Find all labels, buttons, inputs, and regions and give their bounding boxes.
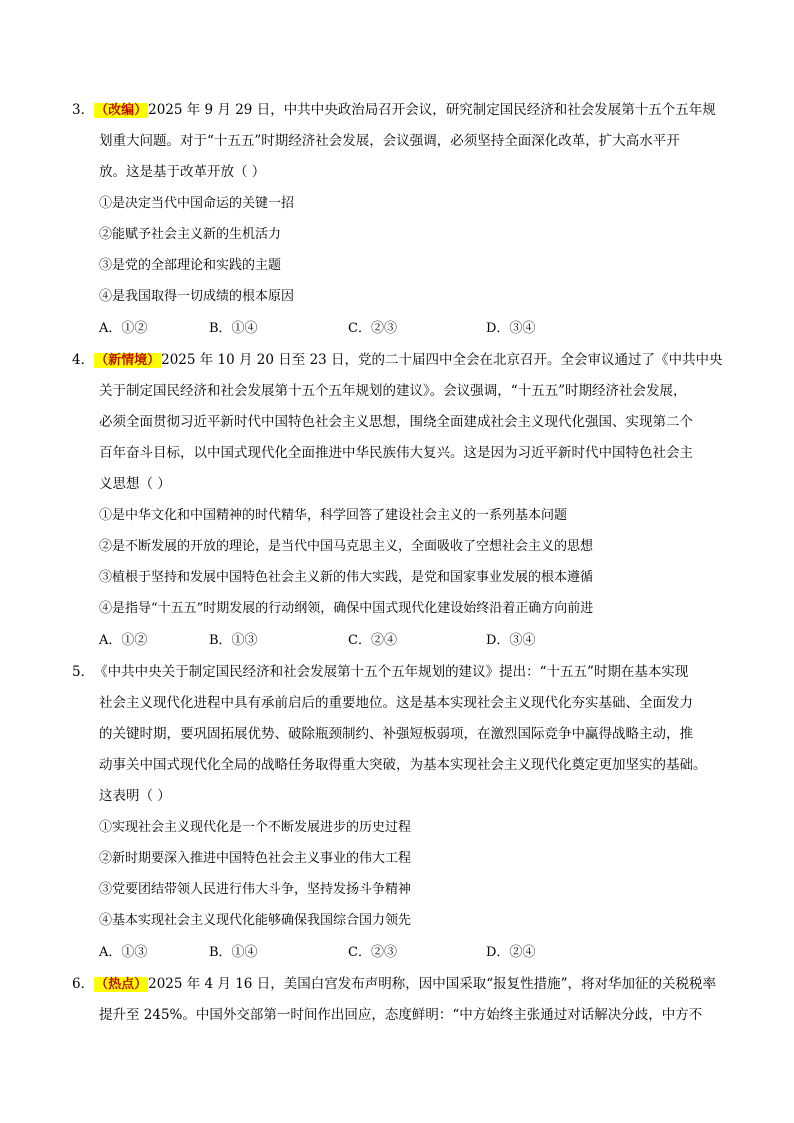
- question-4-line-2: 关于制定国民经济和社会发展第十五个五年规划的建议》。会议强调，“十五五”时期经济社会发展，: [99, 383, 687, 399]
- question-3-line-3: 放。这是基于改革开放（ ）: [99, 164, 266, 180]
- question-text: 2025 年 10 月 20 日至 23 日，党的二十届四中全会在北京召开。全会审议通过了《中共中央: [161, 352, 723, 368]
- question-number: 4．: [72, 352, 95, 368]
- choice-c[interactable]: C．②③: [348, 321, 397, 336]
- question-5-line-3: 的关键时期，要巩固拓展优势、破除瓶颈制约、补强短板弱项，在激烈国际竞争中赢得战略主动，推: [99, 726, 693, 742]
- question-number: 3．: [72, 102, 95, 118]
- choice-d[interactable]: D．②④: [486, 945, 536, 960]
- question-number: 5．: [72, 664, 95, 680]
- question-text: 2025 年 9 月 29 日，中共中央政治局召开会议，研究制定国民经济和社会发展第十五个五年规: [148, 102, 716, 118]
- question-5-choices: [99, 944, 699, 962]
- choice-a[interactable]: A．①②: [99, 633, 148, 648]
- question-3-line-1: [72, 101, 716, 120]
- question-4-choices: [99, 632, 699, 650]
- question-3-option-3: ③是党的全部理论和实践的主题: [99, 258, 282, 273]
- question-4-line-1: [72, 351, 723, 370]
- question-tag: （新情境）: [95, 353, 161, 368]
- question-6-line-2: 提升至 245%。中国外交部第一时间作出回应，态度鲜明：“中方始终主张通过对话解决分歧，中方不: [99, 1007, 703, 1023]
- choice-c[interactable]: C．②③: [348, 945, 397, 960]
- choice-b[interactable]: B．①③: [209, 633, 258, 648]
- question-5-line-4: 动事关中国式现代化全局的战略任务取得重大突破，为基本实现社会主义现代化奠定更加坚实的基础。: [99, 757, 707, 773]
- question-tag: （改编）: [95, 103, 148, 118]
- question-4-option-1: ①是中华文化和中国精神的时代精华，科学回答了建设社会主义的一系列基本问题: [99, 508, 568, 523]
- question-3-option-2: ②能赋予社会主义新的生机活力: [99, 227, 282, 242]
- choice-b[interactable]: B．①④: [209, 321, 258, 336]
- question-3-option-4: ④是我国取得一切成绩的根本原因: [99, 289, 295, 304]
- question-number: 6．: [72, 976, 95, 992]
- question-3-option-1: ①是决定当代中国命运的关键一招: [99, 196, 295, 211]
- question-5-option-4: ④基本实现社会主义现代化能够确保我国综合国力领先: [99, 913, 412, 928]
- choice-d[interactable]: D．③④: [486, 321, 536, 336]
- question-5-option-2: ②新时期要深入推进中国特色社会主义事业的伟大工程: [99, 851, 412, 866]
- question-tag: （热点）: [95, 977, 148, 992]
- question-5-line-1: [72, 663, 688, 681]
- choice-d[interactable]: D．③④: [486, 633, 536, 648]
- question-4-line-5: 义思想（ ）: [99, 476, 171, 492]
- question-3-choices: [99, 320, 699, 338]
- choice-a[interactable]: A．①②: [99, 321, 148, 336]
- question-text: 2025 年 4 月 16 日，美国白宫发布声明称，因中国采取“报复性措施”，将对华加征的关税税率: [148, 976, 716, 992]
- question-4-option-2: ②是不断发展的开放的理论，是当代中国马克思主义，全面吸收了空想社会主义的思想: [99, 539, 594, 554]
- question-3-line-2: 划重大问题。对于“十五五”时期经济社会发展，会议强调，必须坚持全面深化改革，扩大高水平开: [99, 133, 680, 149]
- choice-a[interactable]: A．①③: [99, 945, 148, 960]
- question-4-option-3: ③植根于坚持和发展中国特色社会主义新的伟大实践，是党和国家事业发展的根本遵循: [99, 570, 594, 585]
- question-6-line-1: [72, 975, 716, 994]
- question-5-option-1: ①实现社会主义现代化是一个不断发展进步的历史过程: [99, 820, 412, 835]
- question-5-line-2: 社会主义现代化进程中具有承前启后的重要地位。这是基本实现社会主义现代化夯实基础、全面发力: [99, 695, 693, 711]
- choice-b[interactable]: B．①④: [209, 945, 258, 960]
- question-text: 《中共中央关于制定国民经济和社会发展第十五个五年规划的建议》提出：“十五五”时期在基本实现: [94, 664, 689, 680]
- choice-c[interactable]: C．②④: [348, 633, 397, 648]
- question-5-line-5: 这表明（ ）: [99, 788, 171, 804]
- question-4-line-4: 百年奋斗目标，以中国式现代化全面推进中华民族伟大复兴。这是因为习近平新时代中国特色社会主: [99, 445, 693, 461]
- question-5-option-3: ③党要团结带领人民进行伟大斗争，坚持发扬斗争精神: [99, 882, 412, 897]
- question-4-line-3: 必须全面贯彻习近平新时代中国特色社会主义思想，围绕全面建成社会主义现代化强国、实现第二个: [99, 414, 693, 430]
- question-4-option-4: ④是指导“十五五”时期发展的行动纲领，确保中国式现代化建设始终沿着正确方向前进: [99, 601, 594, 616]
